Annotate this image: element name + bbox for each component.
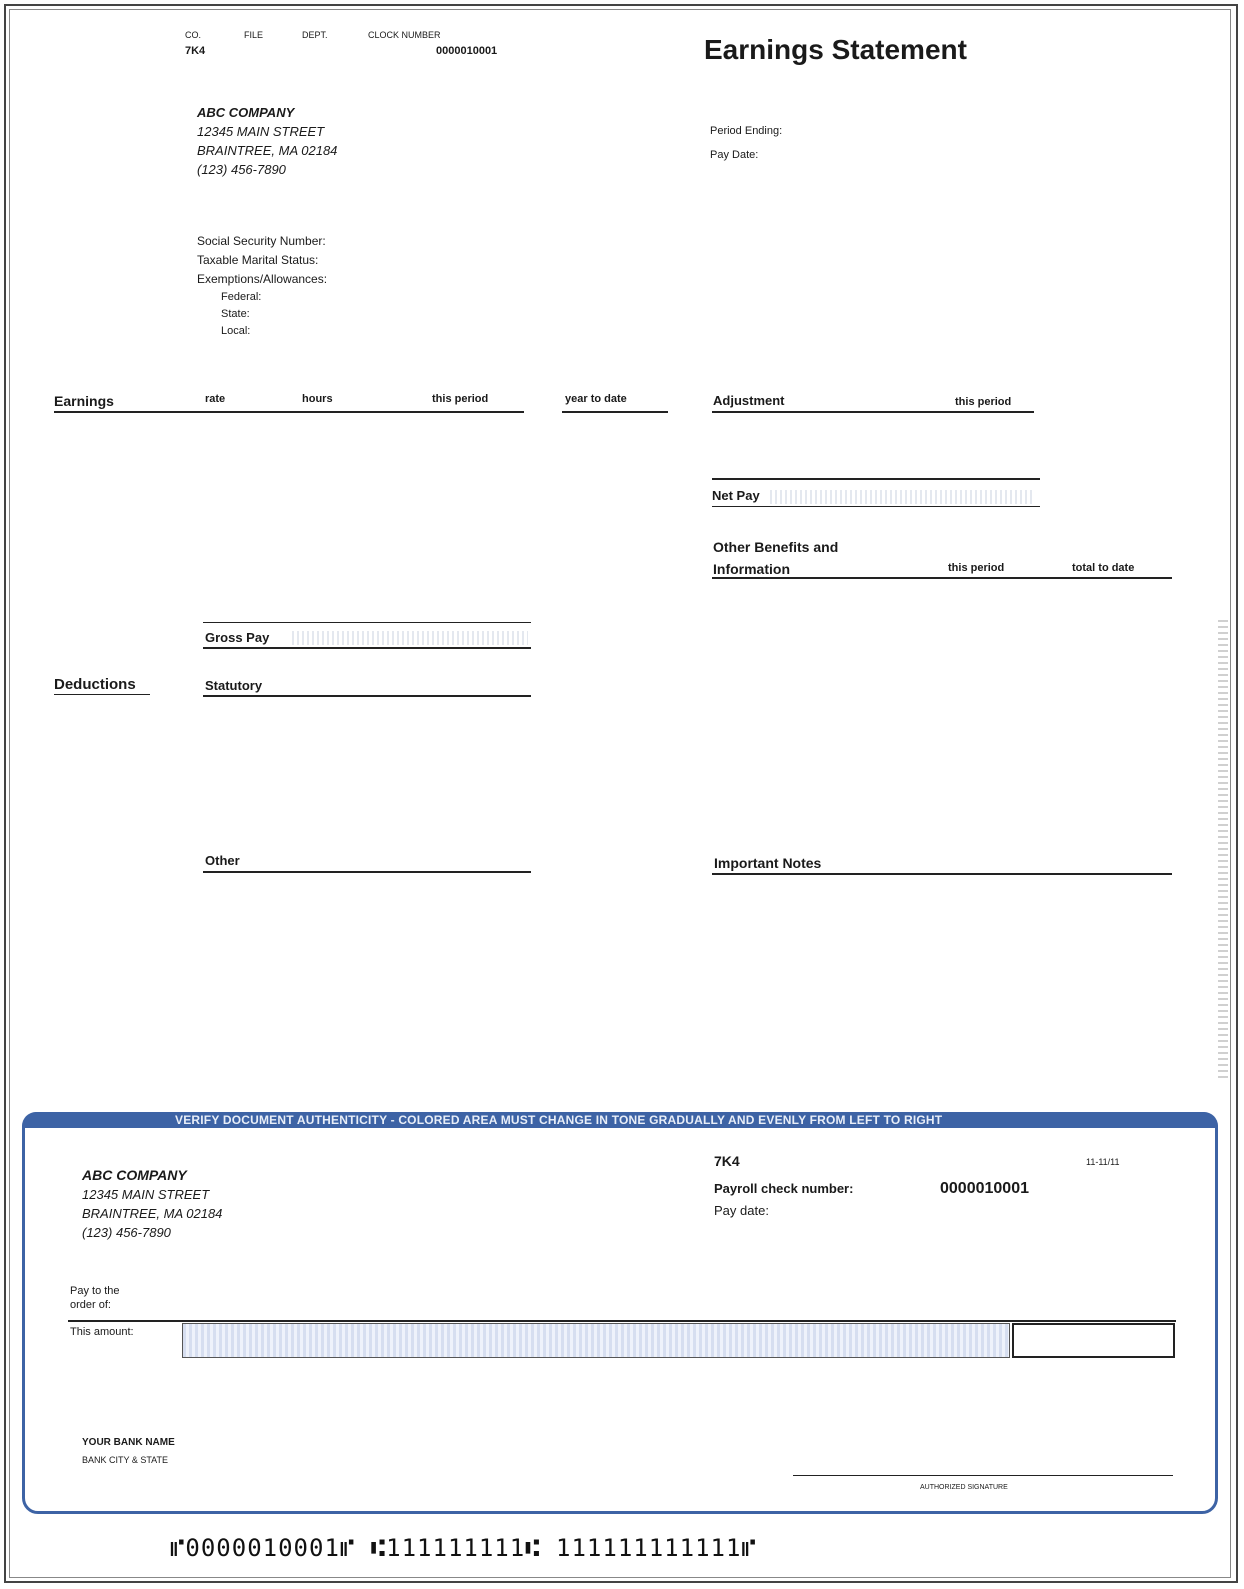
deductions-heading-rule — [54, 694, 150, 695]
company-phone: (123) 456-7890 — [197, 162, 286, 177]
micr-line: ⑈0000010001⑈ ⑆111111111⑆ 111111111111⑈ — [170, 1534, 757, 1562]
important-notes-rule — [712, 873, 1172, 875]
company-name: ABC COMPANY — [197, 105, 295, 120]
authenticity-banner-text: VERIFY DOCUMENT AUTHENTICITY - COLORED AREA MUST CHANGE IN TONE GRADUALLY AND EVENLY FROM LEFT TO RIGHT — [175, 1113, 943, 1127]
company-street: 12345 MAIN STREET — [197, 124, 325, 139]
adjustment-header-rule — [712, 411, 1034, 413]
earnings-heading: Earnings — [54, 393, 114, 409]
bank-name: YOUR BANK NAME — [82, 1437, 175, 1448]
check-pay-date-label: Pay date: — [714, 1203, 769, 1218]
other-deductions-rule — [203, 871, 531, 873]
check-code: 7K4 — [714, 1153, 740, 1169]
check-company-street: 12345 MAIN STREET — [82, 1187, 210, 1202]
header-file-label: FILE — [244, 30, 264, 40]
statement-title: Earnings Statement — [704, 34, 967, 65]
benefits-total-to-date-col: total to date — [1072, 562, 1135, 574]
adjustment-heading: Adjustment — [713, 393, 785, 408]
pay-to-label-line1: Pay to the — [70, 1285, 120, 1297]
company-address-block — [197, 103, 337, 179]
check-company-block — [82, 1166, 222, 1242]
pay-to-label-line2: order of: — [70, 1299, 111, 1311]
state-label: State: — [221, 308, 250, 320]
signature-line — [793, 1475, 1173, 1476]
earnings-this-period-col: this period — [432, 393, 489, 405]
benefits-heading-line2: Information — [713, 561, 790, 577]
gross-pay-bottom-rule — [203, 647, 531, 649]
earnings-hours-col: hours — [302, 393, 333, 405]
pay-to-label — [70, 1284, 120, 1312]
bank-city: BANK CITY & STATE — [82, 1455, 169, 1465]
header-dept-label: DEPT. — [302, 30, 328, 40]
other-deductions-heading: Other — [205, 853, 240, 868]
ssn-label: Social Security Number: — [197, 234, 326, 248]
ytd-header-rule — [562, 411, 668, 413]
earnings-header-rule — [54, 411, 524, 413]
benefits-this-period-col: this period — [948, 562, 1005, 574]
check-number-value: 0000010001 — [940, 1180, 1029, 1197]
check-company-name: ABC COMPANY — [82, 1167, 187, 1183]
employee-info-block — [197, 232, 327, 340]
period-ending-label: Period Ending: — [710, 125, 783, 137]
header-co-label: CO. — [185, 30, 202, 40]
benefits-header-rule — [712, 577, 1172, 579]
check-company-phone: (123) 456-7890 — [82, 1225, 171, 1240]
header-co-value: 7K4 — [185, 45, 206, 57]
exemptions-label: Exemptions/Allowances: — [197, 272, 328, 286]
check-company-city: BRAINTREE, MA 02184 — [82, 1206, 223, 1221]
company-city: BRAINTREE, MA 02184 — [197, 143, 338, 158]
side-security-text — [1218, 620, 1228, 1080]
deductions-heading: Deductions — [54, 676, 136, 693]
amount-label: This amount: — [70, 1326, 134, 1338]
pay-date-label: Pay Date: — [710, 149, 759, 161]
amount-numeric-box — [1012, 1323, 1175, 1358]
header-clock-label: CLOCK NUMBER — [368, 30, 441, 40]
header-clock-value: 0000010001 — [436, 45, 498, 57]
statutory-rule — [203, 695, 531, 697]
adjustment-this-period-col: this period — [955, 396, 1012, 408]
net-pay-bottom-rule — [712, 506, 1040, 507]
federal-label: Federal: — [221, 291, 262, 303]
gross-pay-value-field — [292, 631, 528, 645]
gross-pay-top-rule — [203, 622, 531, 623]
check-number-label: Payroll check number: — [714, 1181, 854, 1196]
earnings-rate-col: rate — [205, 393, 226, 405]
marital-status-label: Taxable Marital Status: — [197, 253, 319, 267]
net-pay-value-field — [770, 490, 1032, 504]
benefits-heading — [713, 536, 838, 580]
net-pay-top-rule — [712, 478, 1040, 480]
statutory-heading: Statutory — [205, 678, 263, 693]
earnings-ytd-col: year to date — [565, 393, 627, 405]
important-notes-heading: Important Notes — [714, 855, 822, 871]
local-label: Local: — [221, 325, 251, 337]
amount-words-field — [182, 1323, 1010, 1358]
gross-pay-label: Gross Pay — [205, 630, 270, 645]
signature-label: AUTHORIZED SIGNATURE — [920, 1484, 1008, 1491]
payee-rule — [68, 1320, 1176, 1322]
benefits-heading-line1: Other Benefits and — [713, 539, 839, 555]
net-pay-label: Net Pay — [712, 488, 760, 503]
routing-fraction: 11-11/11 — [1086, 1157, 1120, 1167]
